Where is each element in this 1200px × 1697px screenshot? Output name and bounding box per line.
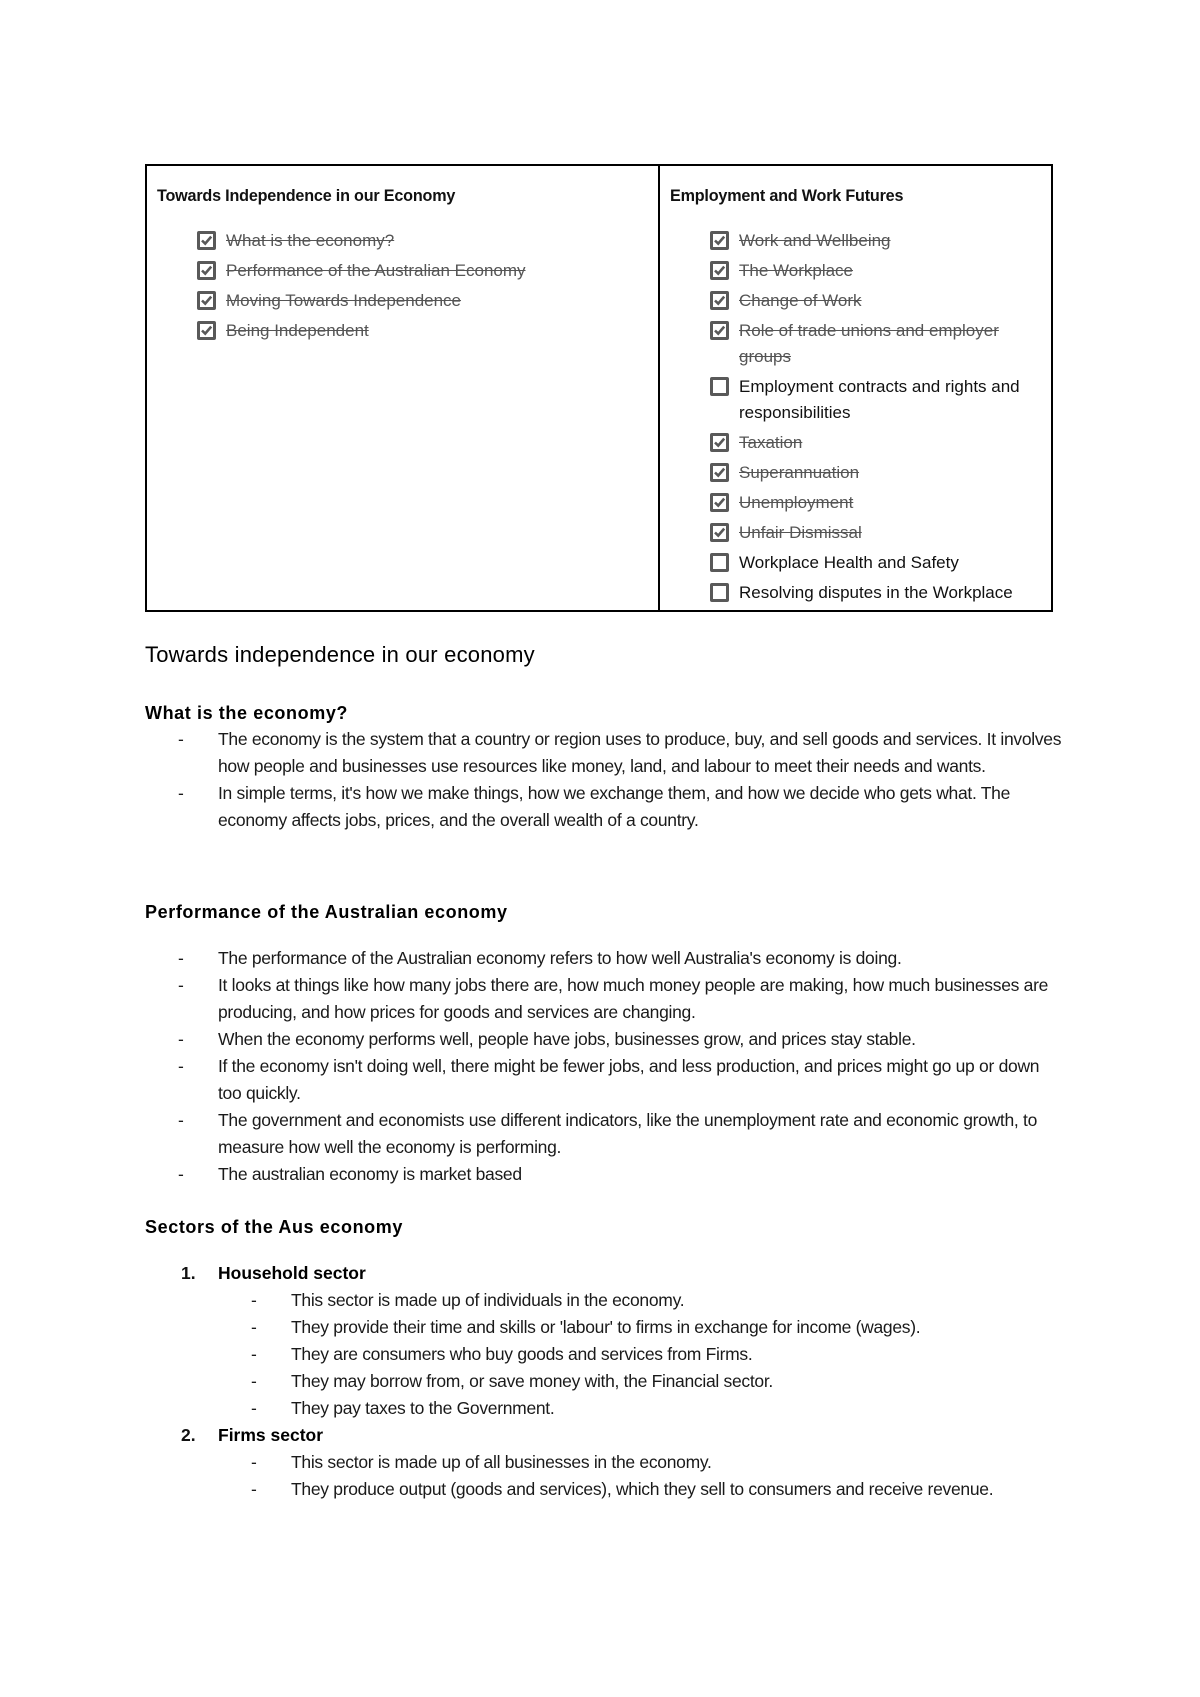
section-performance (145, 899, 1065, 1188)
unchecked-checkbox-icon[interactable] (710, 583, 729, 602)
bullet-item: - If the economy isn't doing well, there might be fewer jobs, and less production, and prices might go up or down too quickly. (218, 1053, 1065, 1107)
checklist-item-label: Superannuation (739, 463, 860, 482)
checklist-item (710, 258, 1041, 284)
document-heading: Towards independence in our economy (145, 642, 535, 667)
checkmark-icon (713, 466, 726, 479)
checklist-item-label: Moving Towards Independence (226, 291, 462, 310)
checkmark-icon (200, 234, 213, 247)
checklist-item-label: Taxation (739, 433, 803, 452)
checklist-item (197, 258, 648, 284)
bullet-item: - This sector is made up of all businesses in the economy. (291, 1449, 1065, 1476)
section-heading: Performance of the Australian economy (145, 902, 508, 922)
list-number: 2. (181, 1425, 196, 1445)
bullet-list (218, 1449, 1065, 1503)
section-sectors (145, 1214, 1065, 1503)
checkmark-icon (200, 324, 213, 337)
sector-title: Firms sector (218, 1425, 324, 1445)
checklist-item-label: Change of Work (739, 291, 862, 310)
checkmark-icon (713, 294, 726, 307)
checklist-item-label: Role of trade unions and employer groups (739, 321, 999, 366)
bullet-list (145, 945, 1065, 1188)
section-heading: What is the economy? (145, 703, 349, 723)
checked-checkbox-icon[interactable] (197, 231, 216, 250)
checked-checkbox-icon[interactable] (710, 321, 729, 340)
checklist-item-label: Resolving disputes in the Workplace (739, 583, 1013, 602)
checklist-column-economy (147, 166, 660, 610)
checklist-item-label: Work and Wellbeing (739, 231, 891, 250)
checkmark-icon (713, 436, 726, 449)
checklist-item (197, 228, 648, 254)
bullet-item: - In simple terms, it's how we make things, how we exchange them, and how we decide who gets what. The economy affects jobs, prices, and the overall wealth of a country. (218, 780, 1065, 834)
checked-checkbox-icon[interactable] (710, 291, 729, 310)
checkmark-icon (713, 324, 726, 337)
bullet-item: - They are consumers who buy goods and services from Firms. (291, 1341, 1065, 1368)
bullet-item: - They produce output (goods and services), which they sell to consumers and receive revenue. (291, 1476, 1065, 1503)
unchecked-checkbox-icon[interactable] (710, 377, 729, 396)
section-heading: Sectors of the Aus economy (145, 1217, 403, 1237)
checklist-item-label: Workplace Health and Safety (739, 553, 959, 572)
numbered-list (145, 1260, 1065, 1503)
checklist (670, 228, 1041, 606)
checklist-item-label: Unfair Dismissal (739, 523, 862, 542)
checklist-item (710, 318, 1041, 370)
checklist-item-label: The Workplace (739, 261, 854, 280)
checked-checkbox-icon[interactable] (197, 261, 216, 280)
checklist-item (197, 318, 648, 344)
checklist-item (710, 460, 1041, 486)
topic-checklist-table (145, 164, 1053, 612)
checklist-item (710, 580, 1041, 606)
bullet-list (218, 1287, 1065, 1422)
bullet-item: - The australian economy is market based (218, 1161, 1065, 1188)
checklist (157, 228, 648, 344)
checkmark-icon (713, 264, 726, 277)
checked-checkbox-icon[interactable] (710, 261, 729, 280)
unchecked-checkbox-icon[interactable] (710, 553, 729, 572)
checked-checkbox-icon[interactable] (710, 433, 729, 452)
document-body (145, 640, 1065, 1503)
checklist-item-label: Being Independent (226, 321, 369, 340)
sector-firms (181, 1422, 1065, 1503)
sector-household (181, 1260, 1065, 1422)
bullet-item: - The performance of the Australian economy refers to how well Australia's economy is doing. (218, 945, 1065, 972)
checked-checkbox-icon[interactable] (197, 291, 216, 310)
bullet-item: - This sector is made up of individuals in the economy. (291, 1287, 1065, 1314)
checkmark-icon (713, 526, 726, 539)
bullet-item: - They may borrow from, or save money with, the Financial sector. (291, 1368, 1065, 1395)
checklist-item (710, 374, 1041, 426)
checklist-item (710, 520, 1041, 546)
bullet-item: - When the economy performs well, people have jobs, businesses grow, and prices stay stable. (218, 1026, 1065, 1053)
checkmark-icon (200, 264, 213, 277)
checklist-column-employment (660, 166, 1051, 610)
bullet-item: - They provide their time and skills or 'labour' to firms in exchange for income (wages). (291, 1314, 1065, 1341)
checked-checkbox-icon[interactable] (710, 463, 729, 482)
bullet-list (145, 726, 1065, 834)
bullet-item: - It looks at things like how many jobs there are, how much money people are making, how much businesses are producing, and how prices for goods and services are changing. (218, 972, 1065, 1026)
section-what-is-economy (145, 700, 1065, 834)
checked-checkbox-icon[interactable] (197, 321, 216, 340)
checklist-item-label: Performance of the Australian Economy (226, 261, 526, 280)
checkmark-icon (200, 294, 213, 307)
checklist-item-label: Unemployment (739, 493, 854, 512)
column-title: Towards Independence in our Economy (157, 186, 456, 205)
checklist-item-label: Employment contracts and rights and responsibilities (739, 377, 1020, 422)
checked-checkbox-icon[interactable] (710, 493, 729, 512)
checkmark-icon (713, 234, 726, 247)
checklist-item (197, 288, 648, 314)
checklist-item (710, 288, 1041, 314)
checklist-item (710, 228, 1041, 254)
checklist-item (710, 550, 1041, 576)
bullet-item: - The government and economists use different indicators, like the unemployment rate and economic growth, to measure how well the economy is performing. (218, 1107, 1065, 1161)
bullet-item: - The economy is the system that a country or region uses to produce, buy, and sell goods and services. It involves how people and businesses use resources like money, land, and labour to meet their needs and wants. (218, 726, 1065, 780)
checked-checkbox-icon[interactable] (710, 231, 729, 250)
bullet-item: - They pay taxes to the Government. (291, 1395, 1065, 1422)
checklist-item (710, 430, 1041, 456)
column-title: Employment and Work Futures (670, 186, 904, 205)
checklist-item-label: What is the economy? (226, 231, 395, 250)
list-number: 1. (181, 1263, 196, 1283)
checklist-item (710, 490, 1041, 516)
checkmark-icon (713, 496, 726, 509)
sector-title: Household sector (218, 1263, 366, 1283)
checked-checkbox-icon[interactable] (710, 523, 729, 542)
